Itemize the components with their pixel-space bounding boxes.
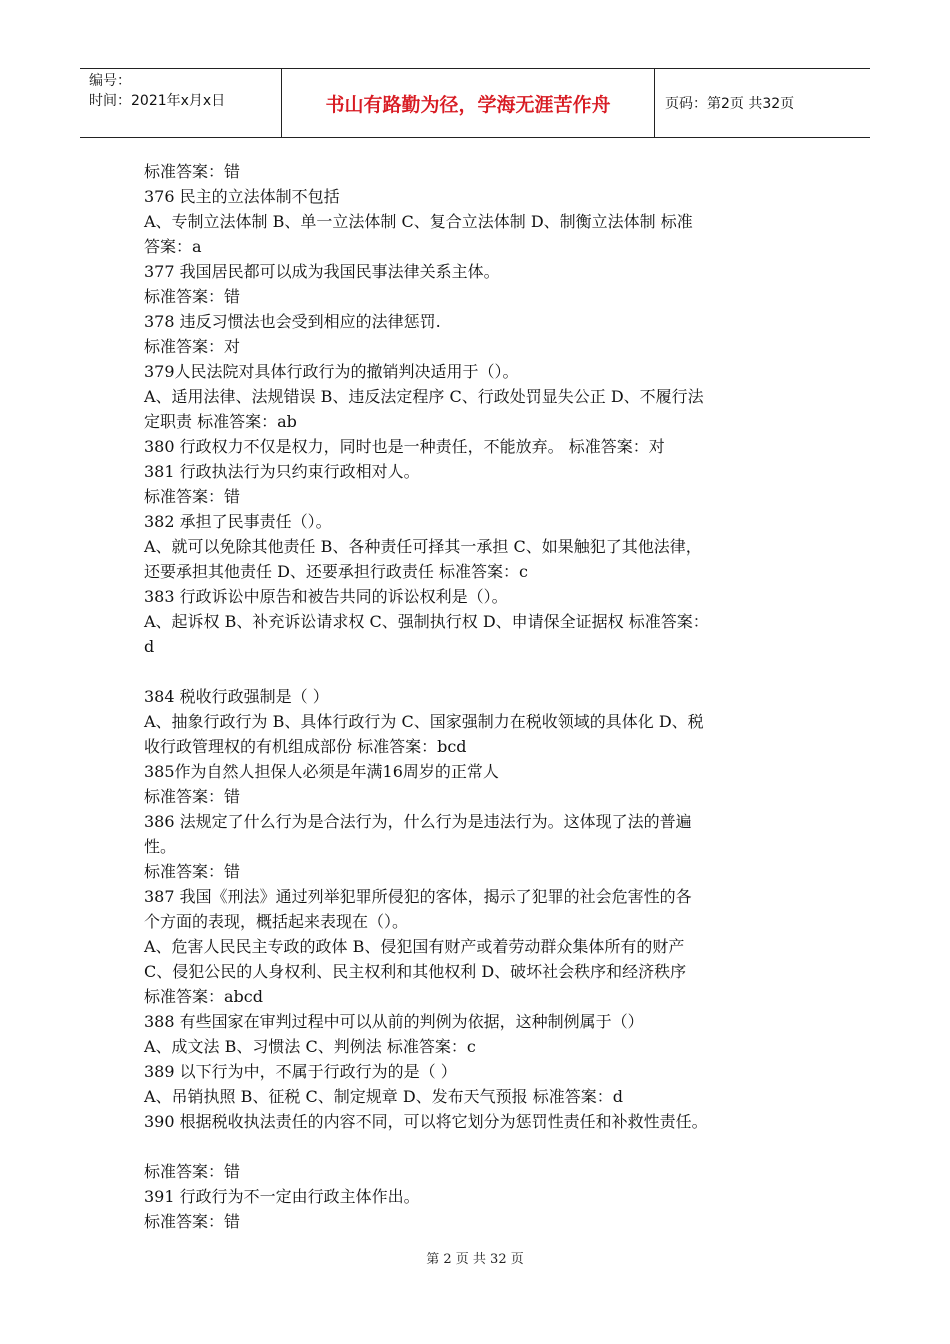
text-line: 384 税收行政强制是（ ） <box>144 687 329 706</box>
text-line: 标准答案：错 <box>144 487 241 506</box>
text-line: 标准答案：错 <box>144 1162 241 1181</box>
text-line: 387 我国《刑法》通过列举犯罪所侵犯的客体，揭示了犯罪的社会危害性的各 <box>144 887 692 906</box>
text-line: C、侵犯公民的人身权利、民主权利和其他权利 D、破坏社会秩序和经济秩序 <box>144 962 687 981</box>
text-line: 390 根据税收执法责任的内容不同，可以将它划分为惩罚性责任和补救性责任。 <box>144 1112 708 1131</box>
text-line: 382 承担了民事责任（）。 <box>144 512 332 531</box>
text-line: 376 民主的立法体制不包括 <box>144 187 340 206</box>
text-line: A、起诉权 B、补充诉讼请求权 C、强制执行权 D、申请保全证据权 标准答案： <box>144 612 709 631</box>
text-line: 380 行政权力不仅是权力，同时也是一种责任，不能放弃。 标准答案：对 <box>144 437 665 456</box>
document-body <box>144 159 808 1234</box>
text-line: A、危害人民民主专政的政体 B、侵犯国有财产或着劳动群众集体所有的财产 <box>144 937 685 956</box>
document-time-label: 时间：2021年x月x日 <box>89 93 226 109</box>
text-line: 385作为自然人担保人必须是年满16周岁的正常人 <box>144 762 499 781</box>
text-line: A、就可以免除其他责任 B、各种责任可择其一承担 C、如果触犯了其他法律， <box>144 537 702 556</box>
page-header <box>80 68 870 138</box>
text-line: A、抽象行政行为 B、具体行政行为 C、国家强制力在税收领域的具体化 D、税 <box>144 712 704 731</box>
text-line: 378 违反习惯法也会受到相应的法律惩罚. <box>144 312 441 331</box>
text-line: 标准答案：错 <box>144 862 241 881</box>
text-line: 标准答案：错 <box>144 287 241 306</box>
text-line: 还要承担其他责任 D、还要承担行政责任 标准答案：c <box>144 562 528 581</box>
text-line: 389 以下行为中，不属于行政行为的是（ ） <box>144 1062 457 1081</box>
text-line: 性。 <box>144 837 177 856</box>
text-line: 标准答案：错 <box>144 162 241 181</box>
text-line: 386 法规定了什么行为是合法行为，什么行为是违法行为。这体现了法的普遍 <box>144 812 692 831</box>
document-number-label: 编号： <box>89 73 131 89</box>
text-line: 答案：a <box>144 237 202 256</box>
text-line: 收行政管理权的有机组成部份 标准答案：bcd <box>144 737 467 756</box>
text-line: 标准答案：错 <box>144 1212 241 1231</box>
header-motto: 书山有路勤为径，学海无涯苦作舟 <box>282 69 655 137</box>
page-footer: 第 2 页 共 32 页 <box>426 1252 524 1267</box>
text-line: 标准答案：abcd <box>144 987 263 1006</box>
text-line: d <box>144 637 155 656</box>
text-line: 391 行政行为不一定由行政主体作出。 <box>144 1187 420 1206</box>
text-line: A、专制立法体制 B、单一立法体制 C、复合立法体制 D、制衡立法体制 标准 <box>144 212 693 231</box>
text-line: 定职责 标准答案：ab <box>144 412 297 431</box>
text-line: 标准答案：错 <box>144 787 241 806</box>
text-line <box>144 659 808 684</box>
text-line: 个方面的表现，概括起来表现在（）。 <box>144 912 409 931</box>
text-line <box>144 1134 808 1159</box>
text-line: A、吊销执照 B、征税 C、制定规章 D、发布天气预报 标准答案：d <box>144 1087 623 1106</box>
text-line: 377 我国居民都可以成为我国民事法律关系主体。 <box>144 262 500 281</box>
text-line: 标准答案：对 <box>144 337 241 356</box>
header-page-info: 页码：第2页 共32页 <box>665 96 795 112</box>
text-line: 381 行政执法行为只约束行政相对人。 <box>144 462 420 481</box>
text-line: 383 行政诉讼中原告和被告共同的诉讼权利是（）。 <box>144 587 508 606</box>
text-line: 379人民法院对具体行政行为的撤销判决适用于（）。 <box>144 362 519 381</box>
header-meta <box>80 69 282 137</box>
text-line: A、适用法律、法规错误 B、违反法定程序 C、行政处罚显失公正 D、不履行法 <box>144 387 704 406</box>
text-line: A、成文法 B、习惯法 C、判例法 标准答案：c <box>144 1037 476 1056</box>
text-line: 388 有些国家在审判过程中可以从前的判例为依据，这种制例属于（） <box>144 1012 644 1031</box>
